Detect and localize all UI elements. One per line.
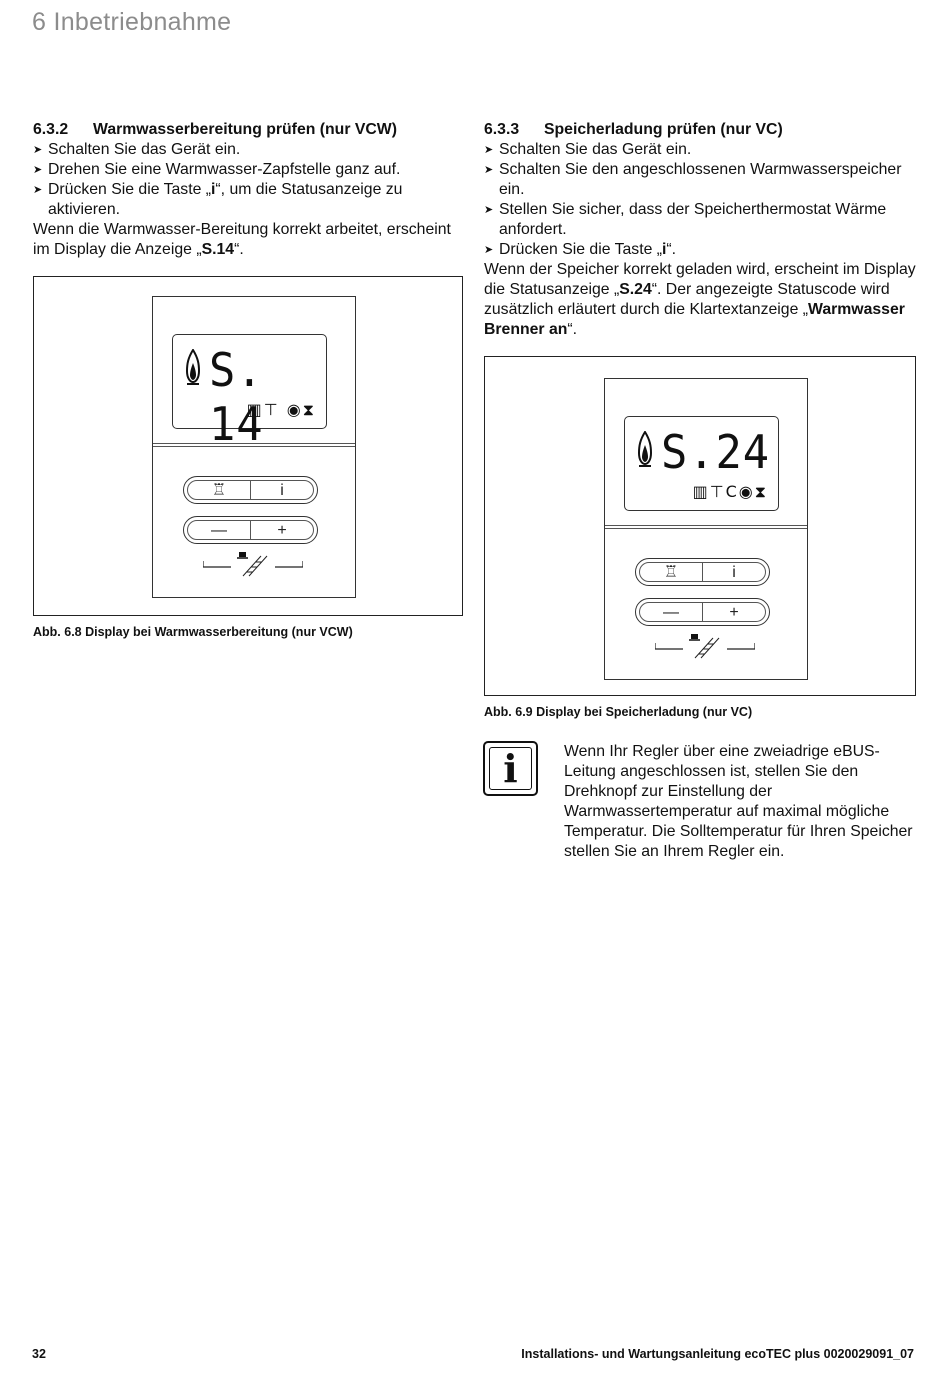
page-number: 32	[32, 1347, 46, 1361]
section-left	[33, 120, 465, 260]
result-paragraph	[484, 260, 916, 340]
minus-button[interactable]: —	[188, 521, 251, 539]
reset-icon: ♖	[211, 482, 227, 499]
chimney-sweep-icon	[655, 633, 755, 659]
button-row-top	[183, 476, 318, 504]
button-row-bottom	[635, 598, 770, 626]
step-text: Drücken Sie die Taste „	[48, 181, 212, 198]
divider	[605, 525, 807, 529]
button-row-top	[635, 558, 770, 586]
heading-title: Warmwasserbereitung prüfen (nur VCW)	[93, 121, 397, 138]
reset-icon: ♖	[663, 564, 679, 581]
section-heading	[33, 120, 465, 140]
button-row-bottom	[183, 516, 318, 544]
figure-display-vcw	[33, 276, 463, 616]
plus-button[interactable]: +	[729, 604, 739, 621]
figure-caption: Abb. 6.8 Display bei Warmwasserbereitung (nur VCW)	[33, 625, 353, 639]
step-item: ➤ Schalten Sie das Gerät ein.	[33, 140, 465, 160]
info-button[interactable]: i	[732, 564, 736, 581]
info-icon	[483, 741, 538, 796]
key-label: i	[662, 241, 667, 258]
minus-button[interactable]: —	[640, 603, 703, 621]
step-item: ➤ Schalten Sie das Gerät ein.	[484, 140, 916, 160]
para-text: Wenn die Warmwasser-Bereitung korrekt arbeitet, erscheint im Display die Anzeige „	[33, 221, 451, 258]
control-panel	[604, 378, 808, 680]
step-text: “, um die Statusanzeige zu aktivieren.	[48, 181, 403, 218]
heading-number: 6.3.2	[33, 121, 69, 138]
result-paragraph	[33, 220, 465, 260]
step-text: Drücken Sie die Taste „	[499, 241, 663, 258]
status-code-display: S.24	[661, 425, 771, 479]
flame-icon	[638, 431, 652, 467]
status-code-display: S. 14	[209, 343, 264, 451]
para-text: Wenn der Speicher korrekt geladen wird, erscheint im Display die Statusanzeige „	[484, 261, 916, 298]
reset-button[interactable]	[188, 481, 251, 499]
info-glyph: i	[489, 747, 532, 790]
step-item	[484, 240, 916, 260]
step-item: ➤ Drehen Sie eine Warmwasser-Zapfstelle ganz auf.	[33, 160, 465, 180]
status-code: S.24	[619, 281, 652, 298]
heading-number: 6.3.3	[484, 121, 520, 138]
plain-text-display: Warmwasser Brenner an	[484, 301, 905, 338]
section-right	[484, 120, 916, 340]
plus-button[interactable]: +	[277, 522, 287, 539]
info-note: Wenn Ihr Regler über eine zweiadrige eBUS-Leitung angeschlossen ist, stellen Sie den Drehknopf zur Einstellung der Warmwassertemperatur auf maximal mögliche Temperatur. Die Solltemperatur für Ihren Speicher stellen Sie an Ihrem Regler ein.	[564, 743, 913, 860]
section-heading	[484, 120, 916, 140]
status-code: S.14	[201, 241, 235, 258]
step-item: ➤ Stellen Sie sicher, dass der Speicherthermostat Wärme anfordert.	[484, 200, 916, 240]
step-text: “.	[666, 241, 677, 258]
heading-title: Speicherladung prüfen (nur VC)	[544, 121, 783, 138]
reset-button[interactable]	[640, 563, 703, 581]
divider	[153, 443, 355, 447]
para-text: “.	[567, 321, 578, 338]
figure-caption: Abb. 6.9 Display bei Speicherladung (nur VC)	[484, 705, 753, 719]
key-label: i	[211, 181, 216, 198]
step-item	[33, 180, 465, 220]
flame-icon	[186, 349, 200, 385]
control-panel	[152, 296, 356, 598]
para-text: “.	[234, 241, 244, 258]
lcd-display	[172, 334, 327, 451]
lcd-display	[624, 416, 779, 511]
figure-display-vc	[484, 356, 916, 696]
info-button[interactable]: i	[280, 482, 284, 499]
document-title: Installations- und Wartungsanleitung ecoTEC plus 0020029091_07	[521, 1347, 914, 1361]
chimney-sweep-icon	[203, 551, 303, 577]
status-icons: ▥⊤ ◉⧗	[246, 400, 316, 419]
chapter-title: 6 Inbetriebnahme	[32, 8, 232, 36]
para-text: “. Der angezeigte Statuscode wird zusätzlich erläutert durch die Klartextanzeige „	[484, 281, 890, 318]
step-item: ➤ Schalten Sie den angeschlossenen Warmwasserspeicher ein.	[484, 160, 916, 200]
status-icons: ▥⊤C◉⧗	[692, 482, 768, 501]
